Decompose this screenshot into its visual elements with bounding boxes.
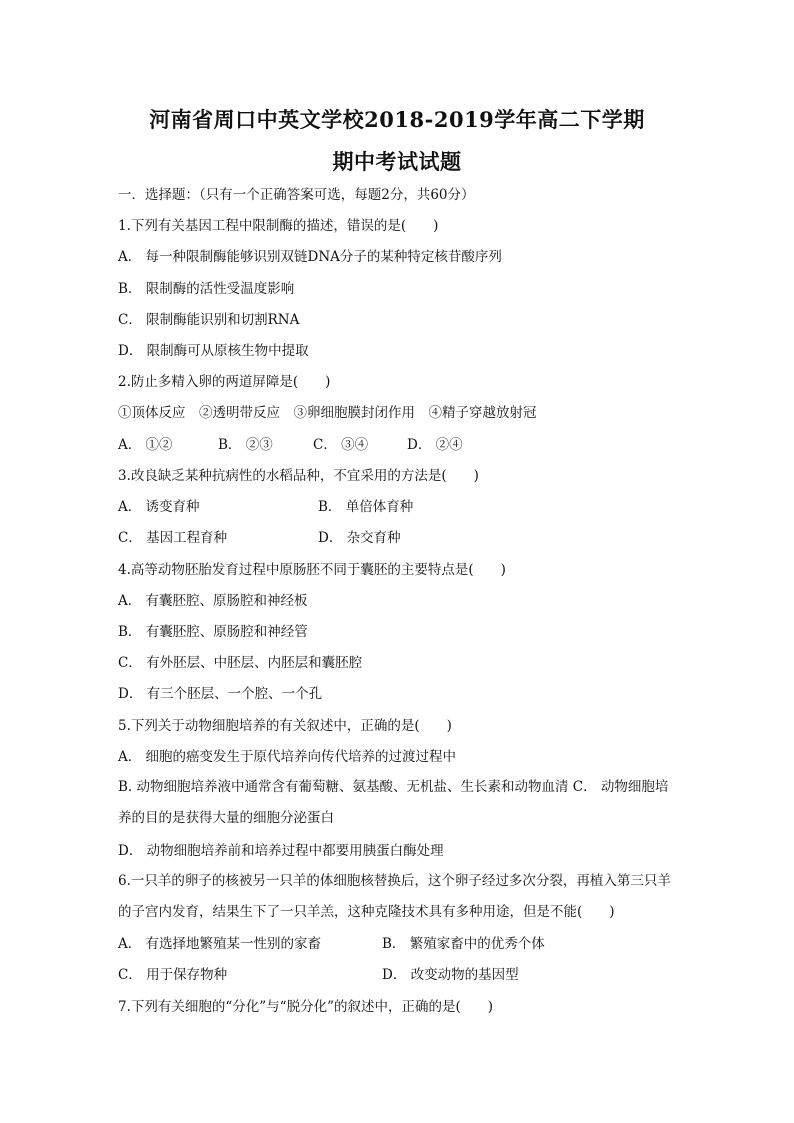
question-5-stem: 5.下列关于动物细胞培养的有关叙述中，正确的是( ) (118, 718, 452, 734)
question-6-option-a: A． 有选择地繁殖某一性别的家畜 (118, 936, 322, 952)
question-1-option-a: A． 每一种限制酶能够识别双链DNA分子的某种特定核苷酸序列 (118, 249, 502, 265)
question-3-stem: 3.改良缺乏某种抗病性的水稻品种，不宜采用的方法是( ) (118, 468, 479, 484)
question-1-option-d: D． 限制酶可从原核生物中提取 (118, 343, 309, 359)
question-2-items: ①顶体反应 ②透明带反应 ③卵细胞膜封闭作用 ④精子穿越放射冠 (118, 405, 537, 421)
question-4-option-c: C． 有外胚层、中胚层、内胚层和囊胚腔 (118, 655, 363, 671)
question-2-option-c: C． ③④ (313, 437, 369, 453)
question-3-option-d: D． 杂交育种 (318, 530, 401, 546)
question-4-option-d: D． 有三个胚层、一个腔、一个孔 (118, 686, 323, 702)
question-5-option-b-c: B. 动物细胞培养液中通常含有葡萄糖、氨基酸、无机盐、生长素和动物血清 C． 动物细胞培养的目的是获得大量的细胞分泌蛋白 (118, 779, 669, 826)
question-3-option-a: A． 诱变育种 (118, 499, 200, 515)
question-6-option-c: C． 用于保存物种 (118, 967, 228, 983)
question-4-option-a: A． 有囊胚腔、原肠腔和神经板 (118, 593, 308, 609)
exam-subtitle: 期中考试试题 (332, 149, 462, 174)
section-heading: 一．选择题：（只有一个正确答案可选，每题2分，共60分） (118, 187, 475, 203)
question-2-option-a: A． ①② (118, 437, 173, 453)
exam-title: 河南省周口中英文学校2018-2019学年高二下学期 (149, 107, 645, 132)
question-2-option-b: B． ②③ (218, 437, 273, 453)
question-6-stem: 6.一只羊的卵子的核被另一只羊的体细胞核替换后，这个卵子经过多次分裂，再植入第三只羊的子宫内发育，结果生下了一只羊羔，这种克隆技术具有多种用途，但是不能( ) (118, 873, 671, 920)
question-1-option-c: C． 限制酶能识别和切割RNA (118, 312, 300, 328)
question-4-stem: 4.高等动物胚胎发育过程中原肠胚不同于囊胚的主要特点是( ) (118, 562, 506, 578)
question-6-option-d: D． 改变动物的基因型 (382, 967, 519, 983)
question-4-option-b: B． 有囊胚腔、原肠腔和神经管 (118, 624, 308, 640)
question-1-stem: 1.下列有关基因工程中限制酶的描述，错误的是( ) (118, 218, 439, 234)
question-3-option-b: B． 单倍体育种 (318, 499, 414, 515)
question-7-stem: 7.下列有关细胞的“分化”与“脱分化”的叙述中，正确的是( ) (118, 999, 494, 1015)
question-1-option-b: B． 限制酶的活性受温度影响 (118, 281, 295, 297)
question-2-option-d: D． ②④ (407, 437, 463, 453)
question-5-option-d: D． 动物细胞培养前和培养过程中都要用胰蛋白酶处理 (118, 843, 444, 859)
question-3-option-c: C． 基因工程育种 (118, 530, 228, 546)
question-5-option-a: A． 细胞的癌变发生于原代培养向传代培养的过渡过程中 (118, 749, 457, 765)
question-2-stem: 2.防止多精入卵的两道屏障是( ) (118, 374, 331, 390)
question-6-option-b: B． 繁殖家畜中的优秀个体 (382, 936, 545, 952)
